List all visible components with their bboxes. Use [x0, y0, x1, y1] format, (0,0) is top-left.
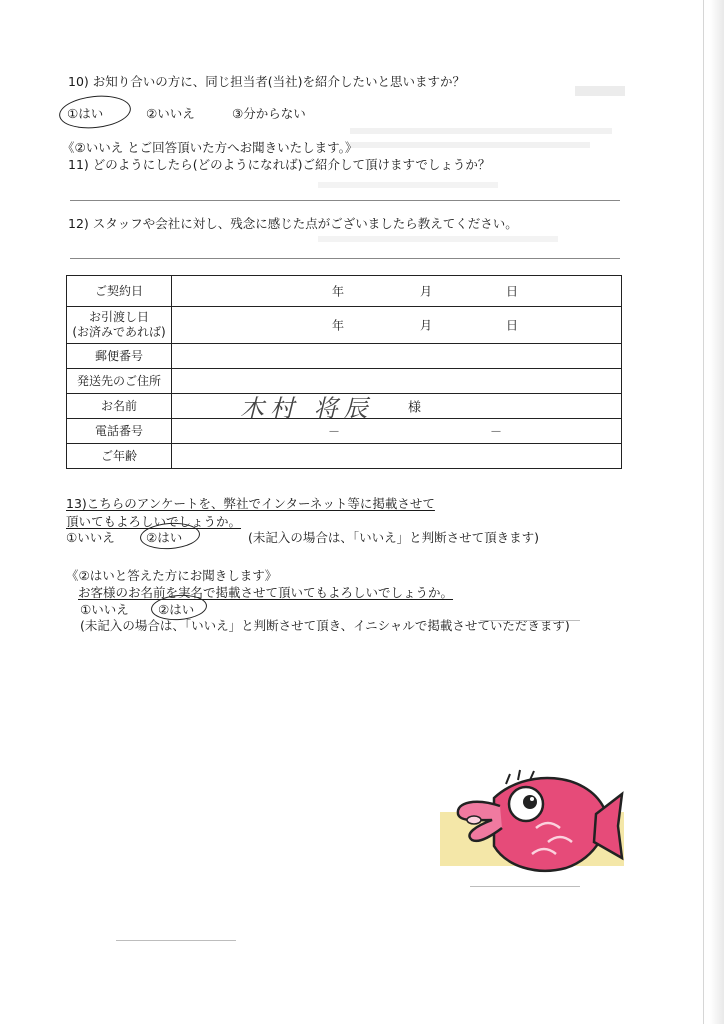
q14-intro: 《②はいと答えた方にお聞きします》 [66, 568, 278, 583]
phone-separator: － [490, 424, 503, 439]
day-label: 日 [506, 284, 519, 299]
handwritten-name: 木村 将辰 [240, 394, 374, 423]
q10-option-yes[interactable]: ①はい [67, 106, 104, 121]
phone-label: 電話番号 [67, 419, 172, 444]
table-row [67, 394, 622, 419]
show-through-block [318, 182, 498, 188]
phone-separator: － [328, 424, 341, 439]
table-row [67, 444, 622, 469]
scan-edge-line [703, 0, 704, 1024]
scan-edge-shadow [710, 0, 724, 1024]
q11-question: 11) どのようにしたら(どのようになれば)ご紹介して頂けますでしょうか？ [68, 157, 491, 172]
q14-note: (未記入の場合は、「いいえ」と判断させて頂き、イニシャルで掲載させていただきます) [80, 618, 570, 633]
q10-question: 10) お知り合いの方に、同じ担当者(当社)を紹介したいと思いますか？ [68, 74, 466, 89]
contract-date-field[interactable] [172, 276, 622, 307]
day-label: 日 [506, 318, 519, 333]
q13-question-line2: 頂いてもよろしいでしょうか。 [66, 514, 242, 529]
q14-question: お客様のお名前を実名で掲載させて頂いてもよろしいでしょうか。 [78, 585, 454, 600]
table-row [67, 307, 622, 344]
month-label: 月 [420, 284, 433, 299]
q13-question-line1: 13)こちらのアンケートを、弊社でインターネット等に掲載させて [66, 496, 435, 511]
address-field[interactable] [172, 369, 622, 394]
q14-option-yes[interactable]: ②はい [158, 602, 195, 617]
postal-code-field[interactable] [172, 344, 622, 369]
q14-option-no[interactable]: ①いいえ [80, 602, 129, 617]
table-row [67, 419, 622, 444]
show-through-line [116, 940, 236, 941]
delivery-date-field[interactable] [172, 307, 622, 344]
name-label: お名前 [67, 394, 172, 419]
show-through-block [318, 236, 558, 242]
year-label: 年 [332, 318, 345, 333]
answer-circle-mark [58, 92, 133, 131]
q11-note: 《②いいえ とご回答頂いた方へお聞きいたします。》 [62, 140, 358, 155]
contact-form-table [66, 275, 622, 469]
q10-option-no[interactable]: ②いいえ [146, 106, 195, 121]
month-label: 月 [420, 318, 433, 333]
age-field[interactable] [172, 444, 622, 469]
show-through-line [470, 886, 580, 887]
q10-option-unknown[interactable]: ③分からない [232, 106, 306, 121]
q12-question: 12) スタッフや会社に対し、残念に感じた点がございましたら教えてください。 [68, 216, 518, 231]
year-label: 年 [332, 284, 345, 299]
table-row [67, 344, 622, 369]
fish-mascot-icon [436, 768, 624, 880]
q11-answer-line [70, 200, 620, 201]
delivery-date-label-line1: お引渡し日 [88, 310, 149, 324]
phone-field[interactable] [172, 419, 622, 444]
show-through-block [350, 142, 590, 148]
delivery-date-label-line2: (お済みであれば) [72, 325, 166, 339]
age-label: ご年齢 [67, 444, 172, 469]
contract-date-label: ご契約日 [67, 276, 172, 307]
honorific-sama: 様 [408, 400, 422, 416]
name-field[interactable] [172, 394, 622, 423]
table-row [67, 276, 622, 307]
show-through-block [350, 128, 612, 134]
address-label: 発送先のご住所 [67, 369, 172, 394]
delivery-date-label [67, 307, 172, 344]
q13-option-yes[interactable]: ②はい [146, 530, 183, 545]
postal-code-label: 郵便番号 [67, 344, 172, 369]
q13-note: (未記入の場合は、「いいえ」と判断させて頂きます) [248, 530, 540, 545]
q13-option-no[interactable]: ①いいえ [66, 530, 115, 545]
q12-answer-line [70, 258, 620, 259]
show-through-line [480, 620, 580, 621]
show-through-block [575, 86, 625, 96]
